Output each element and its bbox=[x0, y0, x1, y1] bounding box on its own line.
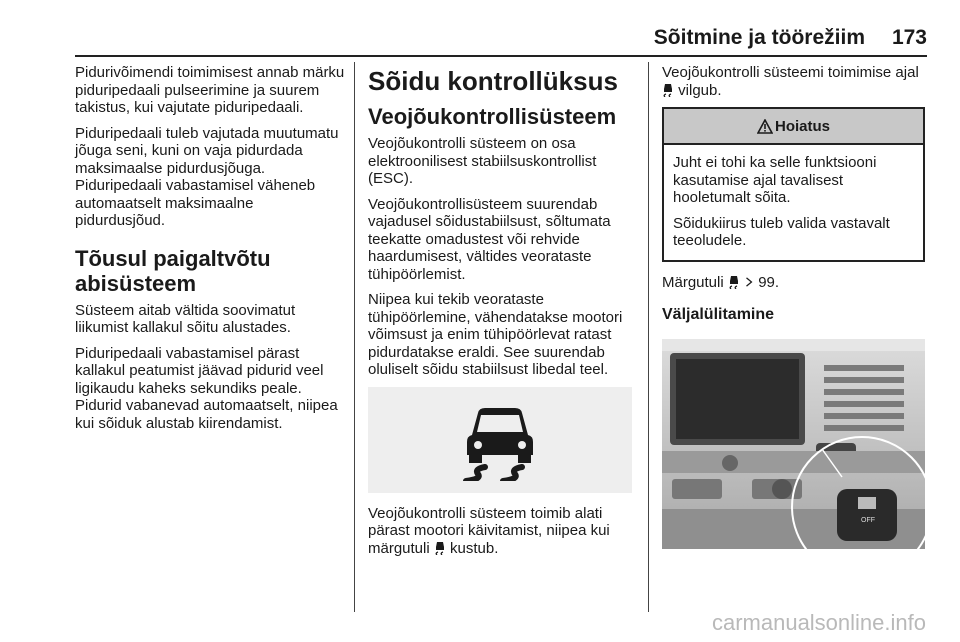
column-2 bbox=[368, 64, 634, 565]
column-1 bbox=[75, 64, 345, 440]
warning-text: Juht ei tohi ka selle funktsiooni kasutamise ajal tavalisest hooletumalt sõita. bbox=[673, 154, 877, 206]
column-3 bbox=[662, 64, 925, 549]
dashboard-illustration bbox=[662, 339, 925, 549]
paragraph: Pidurivõimendi toimimisest annab märku piduripedaali pulseerimine ja suurem takistus, kui vajutate piduripedaali. bbox=[75, 64, 345, 116]
traction-control-icon bbox=[728, 275, 740, 289]
column-divider bbox=[354, 62, 355, 612]
column-divider bbox=[648, 62, 649, 612]
paragraph: Veojõukontrollisüsteem suurendab vajadusel sõidustabiilsust, sõltumata teekatte omadustest või rehvide haardumisest, vältides veorataste tühipöörlemist. bbox=[368, 195, 611, 283]
warning-text: Sõidukiirus tuleb valida vastavalt teeoludele. bbox=[673, 214, 890, 249]
traction-control-icon bbox=[450, 405, 550, 481]
page-reference-icon bbox=[744, 275, 754, 289]
traction-control-icon bbox=[662, 83, 674, 97]
section-heading: Veojõukontrollisüsteem bbox=[368, 104, 617, 129]
paragraph: Niipea kui tekib veorataste tühipöörlemine, vähendatakse mootori võimsust ja enim tühipöörlevat ratast pidurdatakse eraldi. See suurendab oluliselt sõidu stabiilsust libedal teel. bbox=[368, 291, 623, 378]
paragraph: Piduripedaali tuleb vajutada muutumatu jõuga seni, kuni on vaja pidurdada maksimaalse pidurdusjõuga. Piduripedaali vabastamisel väheneb automaatselt maksimaalne pidurdusjõud. bbox=[75, 124, 339, 229]
section-title: Sõitmine ja töörežiim bbox=[653, 26, 865, 49]
page-header bbox=[75, 26, 927, 54]
paragraph: Veojõukontrolli süsteem toimib alati pärast mootori käivitamist, niipea kui märgutuli kustub. bbox=[368, 504, 610, 557]
paragraph: Märgutuli 99. bbox=[662, 273, 780, 291]
section-heading: Tõusul paigaltvõtu abisüsteem bbox=[75, 245, 271, 296]
paragraph: Veojõukontrolli süsteem on osa elektroonilisest stabiilsuskontrollist (ESC). bbox=[368, 135, 597, 187]
warning-triangle-icon bbox=[757, 119, 773, 134]
off-label: OFF bbox=[861, 517, 875, 524]
chapter-title: Sõidu kontrollüksus bbox=[368, 66, 618, 96]
section-heading: Väljalülitamine bbox=[662, 306, 775, 323]
traction-control-icon bbox=[434, 541, 446, 555]
paragraph: Süsteem aitab vältida soovimatut liikumist kallakul sõitu alustades. bbox=[75, 301, 296, 336]
header-rule bbox=[75, 55, 927, 57]
warning-box bbox=[662, 107, 925, 262]
paragraph: Piduripedaali vabastamisel pärast kallakul peatumist jäävad pidurid veel ligikaudu kaheks sekundiks peale. Pidurid vabanevad automaatselt, niipea kui sõiduk alustab kiirendamist. bbox=[75, 344, 338, 432]
paragraph: Veojõukontrolli süsteemi toimimise ajal vilgub. bbox=[662, 64, 919, 99]
traction-control-figure bbox=[368, 387, 632, 493]
warning-header bbox=[664, 109, 923, 145]
page-number: 173 bbox=[891, 26, 927, 49]
dashboard-photo bbox=[662, 339, 925, 549]
warning-title: Hoiatus bbox=[774, 117, 830, 135]
watermark: carmanualsonline.info bbox=[711, 610, 926, 635]
